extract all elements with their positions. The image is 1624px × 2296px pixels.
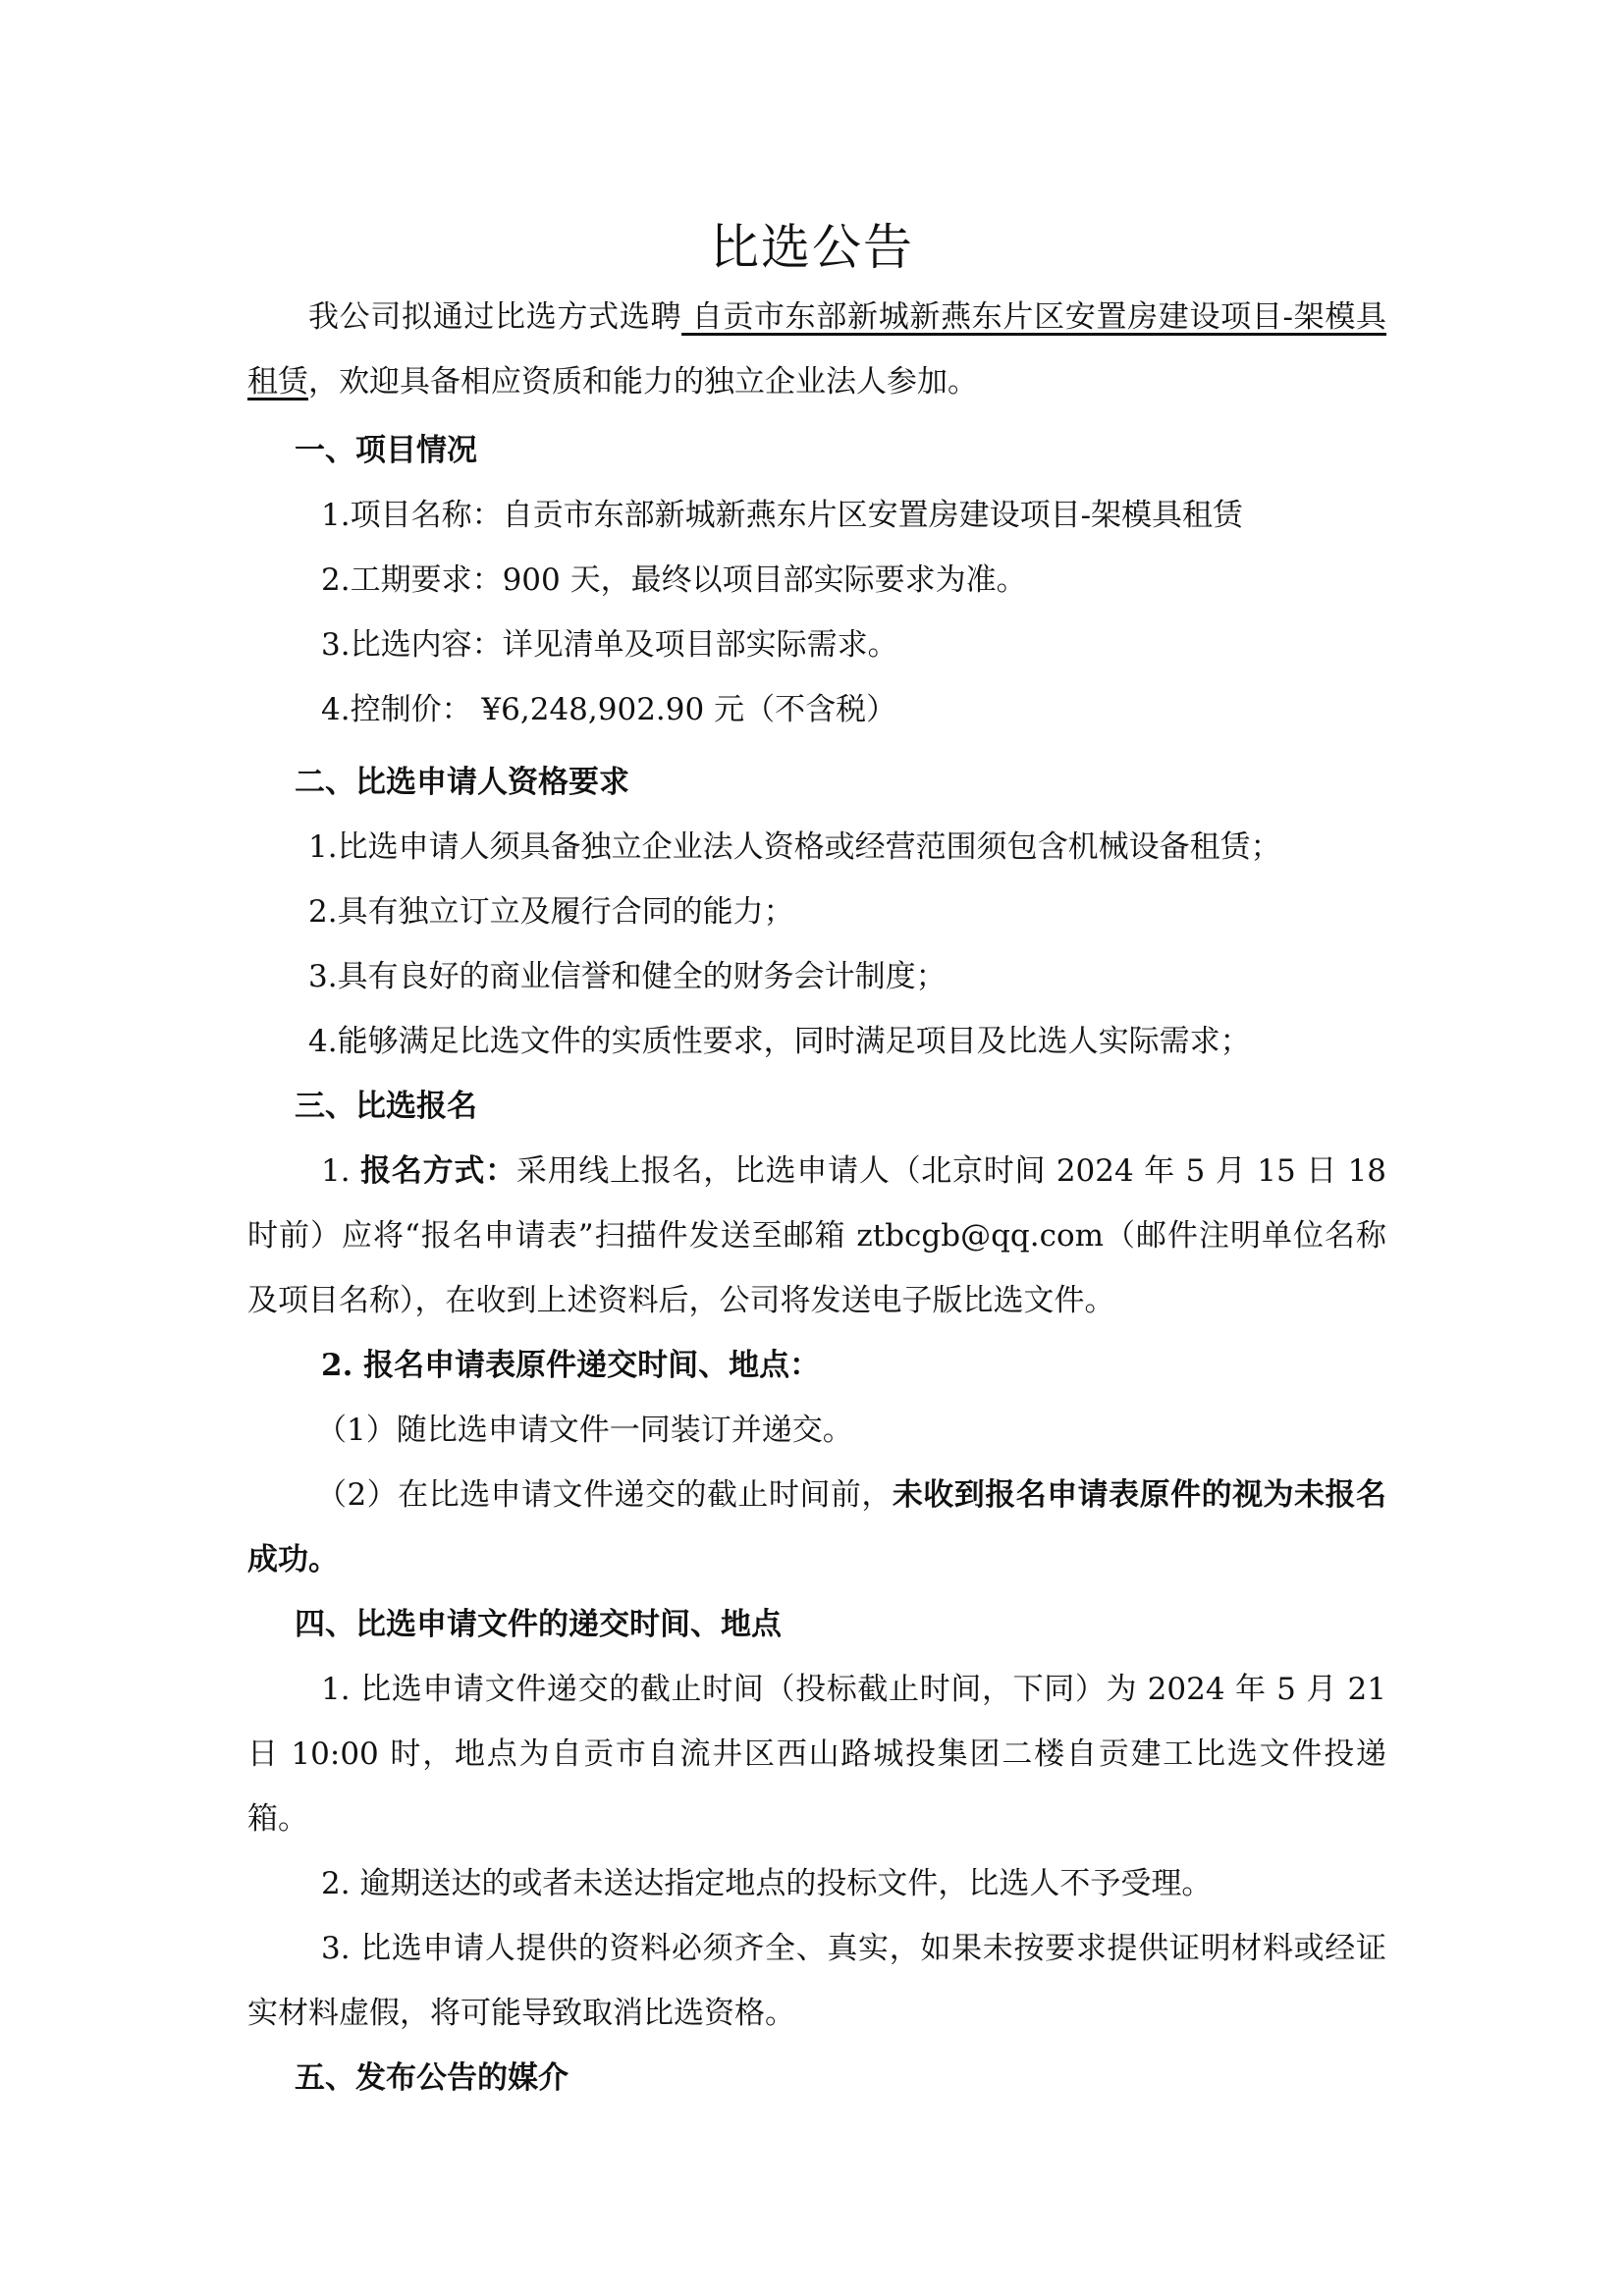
section-3-item-1-label: 报名方式： (360, 1153, 516, 1189)
document-body (247, 285, 1386, 2110)
section-3-sub-1: （1）随比选申请文件一同装订并递交。 (316, 1413, 853, 1448)
section-3-item-1 (247, 1139, 1386, 1333)
intro-paragraph (247, 285, 1386, 414)
section-4-item: 2. 逾期送达的或者未送达指定地点的投标文件，比选人不予受理。 (321, 1866, 1213, 1901)
section-2-heading: 二、比选申请人资格要求 (295, 765, 629, 800)
section-4-item: 3. 比选申请人提供的资料必须齐全、真实，如果未按要求提供证明材料或经证实材料虚假，将可能导致取消比选资格。 (247, 1931, 1386, 2031)
intro-project-name: 自贡市东部新城新燕东片区安置房建设项目-架模具租赁 (247, 299, 1387, 400)
intro-suffix: ，欢迎具备相应资质和能力的独立企业法人参加。 (308, 364, 978, 400)
section-1-item: 4.控制价： ¥6,248,902.90 元（不含税） (321, 692, 897, 727)
section-1-item: 1.项目名称：自贡市东部新城新燕东片区安置房建设项目-架模具租赁 (321, 498, 1244, 533)
section-3-item-1-text: 采用线上报名，比选申请人（北京时间 2024 年 5 月 15 日 18 时前）应将“报名申请表”扫描件发送至邮箱 ztbcgb@qq.com（邮件注明单位名称及项目名称），在收到上述资料后，公司将发送电子版比选文件。 (247, 1153, 1387, 1318)
document-title: 比选公告 (710, 219, 914, 276)
section-3-heading: 三、比选报名 (295, 1089, 477, 1124)
intro-prefix: 我公司拟通过比选方式选聘 (308, 299, 682, 335)
section-1-item: 2.工期要求：900 天，最终以项目部实际要求为准。 (321, 562, 1027, 598)
section-2-item: 1.比选申请人须具备独立企业法人资格或经营范围须包含机械设备租赁； (308, 829, 1281, 865)
section-2-item: 2.具有独立订立及履行合同的能力； (308, 894, 794, 930)
section-3-sub-2 (247, 1463, 1386, 1592)
section-2-item: 3.具有良好的商业信誉和健全的财务会计制度； (308, 959, 947, 994)
section-1-heading: 一、项目情况 (295, 433, 477, 468)
section-4-item: 1. 比选申请文件递交的截止时间（投标截止时间，下同）为 2024 年 5 月 21 日 10:00 时，地点为自贡市自流井区西山路城投集团二楼自贡建工比选文件投递箱。 (247, 1672, 1386, 1837)
section-5-heading: 五、发布公告的媒介 (295, 2060, 568, 2096)
section-3-item-2: 2. 报名申请表原件递交时间、地点： (321, 1348, 821, 1383)
section-3-sub-2-text: （2）在比选申请文件递交的截止时间前， (316, 1477, 893, 1513)
section-4-heading: 四、比选申请文件的递交时间、地点 (295, 1607, 782, 1642)
section-3-sub-2-bold: 未收到报名申请表原件的视为未报名成功。 (247, 1477, 1386, 1577)
section-1-item: 3.比选内容：详见清单及项目部实际需求。 (321, 627, 898, 663)
section-3-item-1-number: 1. (321, 1153, 361, 1189)
section-2-item: 4.能够满足比选文件的实质性要求，同时满足项目及比选人实际需求； (308, 1024, 1251, 1059)
